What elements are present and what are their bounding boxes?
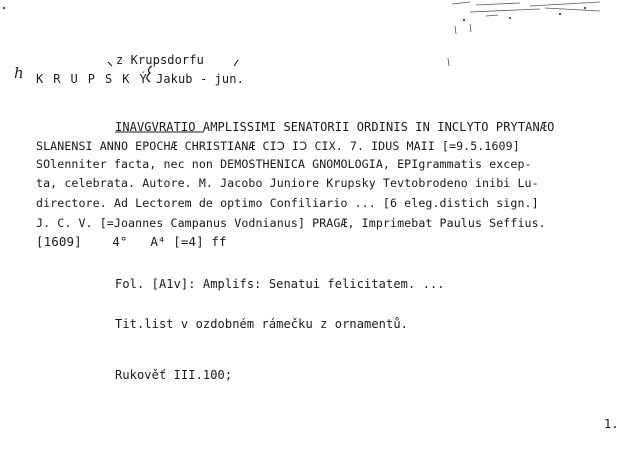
imprint-line: [1609] 4° A⁴ [=4] ff	[36, 234, 227, 249]
heading-given-name: Jakub - jun.	[156, 72, 244, 86]
folio-note: Fol. [A1v]: Amplifs: Senatui felicitatem. ...	[115, 277, 445, 291]
rukovet-reference: Rukověť III.100;	[115, 368, 233, 382]
title-line: directore. Ad Lectorem de optimo Confiliario ... [6 eleg.distich sign.]	[36, 196, 539, 210]
title-line: SOlenniter facta, nec non DEMOSTHENICA GNOMOLOGIA, EPIgrammatis excep-	[36, 157, 532, 171]
name-variant: z Krupsdorfu	[116, 53, 204, 67]
title-line: INAVGVRATIO AMPLISSIMI SENATORII ORDINIS IN INCLYTO PRYTANÆO	[115, 120, 555, 134]
title-line: J. C. V. [=Joannes Campanus Vodnianus] PRAGÆ, Imprimebat Paulus Seffius.	[36, 216, 546, 230]
title-line: ta, celebrata. Autore. M. Jacobo Juniore Krupsky Tevtobrodeno inibi Lu-	[36, 176, 539, 190]
handwritten-mark: h	[14, 64, 24, 82]
heading-surname: K R U P S K Ý	[36, 72, 149, 86]
title-page-note: Tit.list v ozdobném rámečku z ornamentů.	[115, 317, 408, 331]
title-line: SLANENSI ANNO EPOCHÆ CHRISTIANÆ CIↃ IↃ CIX. 7. IDUS MAII [=9.5.1609]	[36, 139, 520, 153]
card-number: 1.	[604, 417, 619, 431]
